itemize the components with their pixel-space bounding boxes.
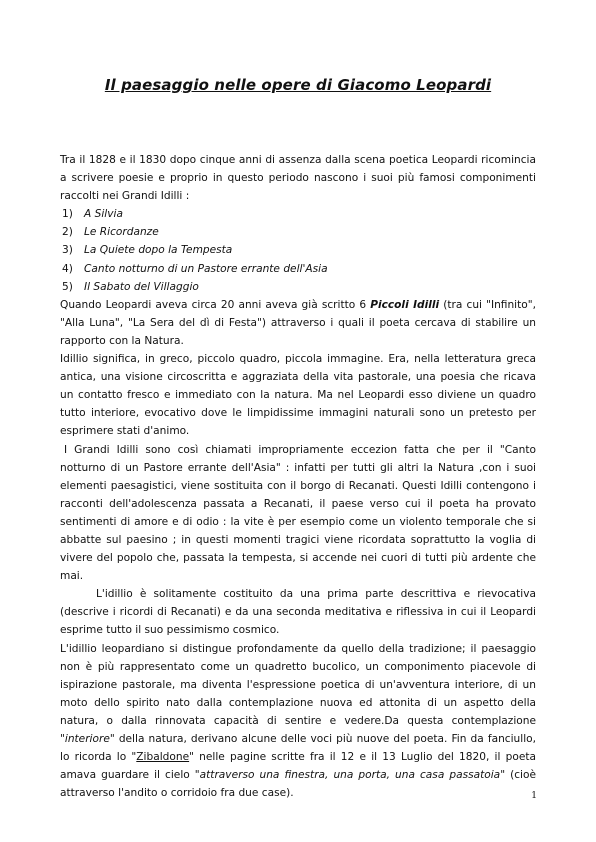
text-span: L'idillio leopardiano si distingue profondamente da quello della tradizione; il paesaggio non è più rappresentato come un quadretto bucolico, un componimento piacevole di ispirazione pastorale, ma diventa l'espressione poetica di un'avventura interiore, di un moto dello spirito nato dalla contemplazione nuova ed attonita di un aspetto della natura, o dalla rinnovata capacità di sentire e vedere.Da questa contemplazione " xyxy=(60,642,536,745)
list-item xyxy=(60,278,536,296)
piccoli-idilli-paragraph xyxy=(60,296,536,350)
list-item-text: A Silvia xyxy=(84,208,123,221)
list-item-number: 4) xyxy=(62,262,73,275)
list-item-text: La Quiete dopo la Tempesta xyxy=(84,244,233,257)
list-item xyxy=(60,241,536,259)
idillio-structure-paragraph: L'idillio è solitamente costituito da una prima parte descrittiva e rievocativa (descrive i ricordi di Recanati) e da una seconda meditativa e riflessiva in cui il Leopardi esprime tutto il suo pessimismo cosmico. xyxy=(60,588,536,637)
list-item xyxy=(60,205,536,223)
list-item xyxy=(60,260,536,278)
list-item-text: Il Sabato del Villaggio xyxy=(84,280,199,293)
list-item-number: 5) xyxy=(62,280,73,293)
idillio-leopardiano-paragraph xyxy=(60,640,536,803)
interiore-emphasis: interiore xyxy=(64,733,110,745)
intro-paragraph: Tra il 1828 e il 1830 dopo cinque anni di assenza dalla scena poetica Leopardi ricomincia a scrivere poesie e proprio in questo periodo nascono i suoi più famosi componimenti raccolti nei Grandi Idilli : xyxy=(60,154,536,203)
list-item-text: Canto notturno di un Pastore errante dell'Asia xyxy=(84,262,328,275)
quotation-emphasis: attraverso una finestra, una porta, una casa passatoia xyxy=(199,769,501,782)
grandi-idilli-list xyxy=(60,205,536,295)
text-span: (tra cui "Infinito", "Alla Luna", "La Sera del dì di Festa") attraverso i quali il poeta cercava di stabilire un rapporto con la Natura. xyxy=(60,298,537,347)
document-body xyxy=(60,151,536,802)
list-item xyxy=(60,223,536,241)
text-span: " della natura, derivano alcune delle voci più nuove del poeta. Fin da fanciullo, lo ricorda lo " xyxy=(60,733,536,764)
text-span: " nelle pagine scritte fra il 12 e il 13 Luglio del 1820, il poeta amava guardare il cielo " xyxy=(60,751,536,782)
zibaldone-reference: Zibaldone xyxy=(136,751,190,764)
text-span: " (cioè attraverso l'andito o corridoio fra due case). xyxy=(60,769,537,800)
page-number: 1 xyxy=(531,791,537,801)
list-item-number: 3) xyxy=(62,244,73,257)
list-item-number: 1) xyxy=(62,208,73,221)
grandi-idilli-paragraph: I Grandi Idilli sono così chiamati impropriamente eccezion fatta che per il "Canto notturno di un Pastore errante dell'Asia" : infatti per tutti gli altri la Natura ,con i suoi elementi paesagistici, viene sostituita con il borgo di Recanati. Questi Idilli contengono i racconti dell'adolescenza passata a Recanati, il paese verso cui il poeta ha provato sentimenti di amore e di odio : la vite è per esempio come un violento temporale che si abbatte sul paesino ; in questi momenti tragici viene ricordata soprattutto la voglia di vivere del popolo che, passata la tempesta, si accende nei cuori di tutti più ardente che mai. xyxy=(60,443,536,583)
idillio-definition-paragraph: Idillio significa, in greco, piccolo quadro, piccola immagine. Era, nella letteratura greca antica, una visione circoscritta e aggraziata della vita pastorale, una poesia che ricava un contatto fresco e immediato con la natura. Ma nel Leopardi esso diviene un quadro tutto interiore, evocativo dove le limpidissime immagini naturali sono un pretesto per esprimere stati d'animo. xyxy=(60,353,536,438)
list-item-number: 2) xyxy=(62,226,73,239)
text-span: Quando Leopardi aveva circa 20 anni aveva già scritto 6 xyxy=(60,298,371,311)
page-title: Il paesaggio nelle opere di Giacomo Leopardi xyxy=(104,76,492,94)
list-item-text: Le Ricordanze xyxy=(84,226,159,239)
piccoli-idilli-emphasis: Piccoli Idilli xyxy=(370,298,440,311)
